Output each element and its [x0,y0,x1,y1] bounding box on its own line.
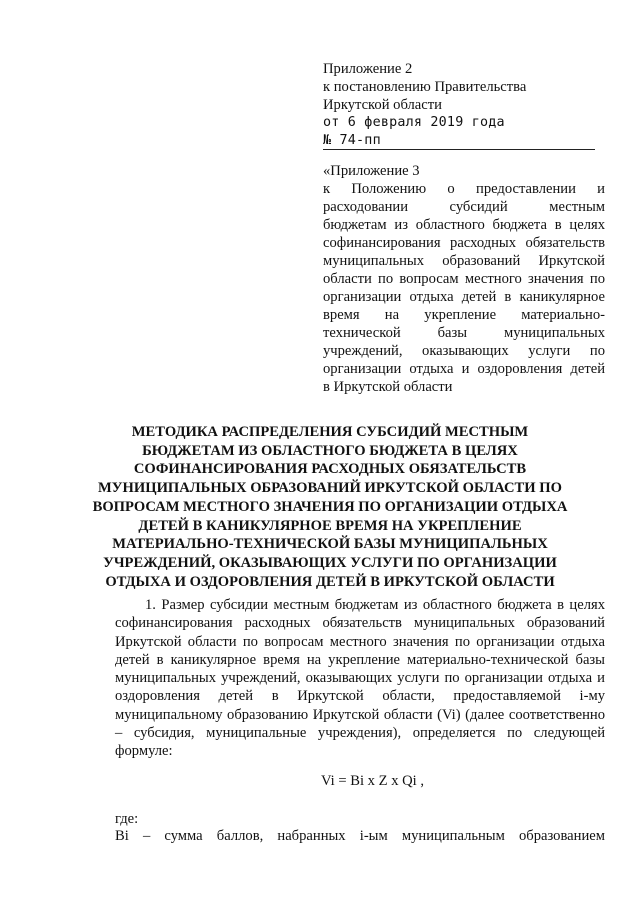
title-line: МУНИЦИПАЛЬНЫХ ОБРАЗОВАНИЙ ИРКУТСКОЙ ОБЛАСТИ ПО [98,480,562,497]
appendix-line: софинансирования расходных обязательств [323,235,605,251]
approval-number: № 74-пп [323,133,381,148]
approval-line-2: к постановлению Правительства [323,79,527,95]
appendix-line: в Иркутской области [323,379,453,395]
paragraph-line: 1. Размер субсидии местным бюджетам из областного бюджета в целях [145,597,605,613]
appendix-line: организации отдыха детей в каникулярное [323,289,605,305]
where-label: где: [115,811,139,827]
paragraph-line: софинансирования расходных обязательств муниципальных образований [115,615,605,632]
title-line: БЮДЖЕТАМ ИЗ ОБЛАСТНОГО БЮДЖЕТА В ЦЕЛЯХ [142,442,518,459]
title-line: МЕТОДИКА РАСПРЕДЕЛЕНИЯ СУБСИДИЙ МЕСТНЫМ [131,424,529,440]
approval-line-1: Приложение 2 [323,61,413,77]
paragraph-line: оздоровления детей в Иркутской области, предоставляемой i-му [115,688,605,705]
paragraph-line: Иркутской области по вопросам местного значения по организации отдыха [115,633,605,650]
appendix-line: бюджетам из областного бюджета в целях [323,217,605,233]
approval-date: от 6 февраля 2019 года [323,115,505,130]
document-title [60,423,600,591]
title-line: МАТЕРИАЛЬНО-ТЕХНИЧЕСКОЙ БАЗЫ МУНИЦИПАЛЬНЫХ [112,536,548,553]
paragraph-1 [115,596,605,761]
paragraph-line: формуле: [115,743,173,760]
appendix-line: время на укрепление материально- [323,307,605,323]
appendix-line: муниципальных образований Иркутской [323,253,605,269]
approval-line-3: Иркутской области [323,97,442,113]
appendix-line: учреждений, оказывающих услуги по [323,343,605,359]
title-line: СОФИНАНСИРОВАНИЯ РАСХОДНЫХ ОБЯЗАТЕЛЬСТВ [133,461,527,478]
title-line: ВОПРОСАМ МЕСТНОГО ЗНАЧЕНИЯ ПО ОРГАНИЗАЦИИ ОТДЫХА [92,498,568,515]
approval-block [323,60,595,150]
paragraph-line: детей в каникулярное время на укрепление материально-технической базы [115,651,605,668]
definition-b: Bi – сумма баллов, набранных i-ым муниципальным образованием [115,828,605,844]
formula: Vi = Bi x Z x Qi , [321,773,425,789]
appendix-line: организации отдыха и оздоровления детей [323,361,605,377]
paragraph-line: муниципальному образованию Иркутской области (Vi) (далее соответственно [115,706,605,723]
appendix-line: к Положению о предоставлении и [323,181,605,197]
appendix-block [323,162,605,396]
appendix-line: области по вопросам местного значения по [323,271,605,287]
title-line: ОТДЫХА И ОЗДОРОВЛЕНИЯ ДЕТЕЙ В ИРКУТСКОЙ ОБЛАСТИ [105,573,555,590]
paragraph-line: – субсидия, муниципальные учреждения), определяется по следующей [115,725,605,742]
paragraph-line: муниципальных учреждений, оказывающих услуги по организации отдыха и [115,670,605,687]
title-line: УЧРЕЖДЕНИЙ, ОКАЗЫВАЮЩИХ УСЛУГИ ПО ОРГАНИЗАЦИИ [103,554,557,571]
title-line: ДЕТЕЙ В КАНИКУЛЯРНОЕ ВРЕМЯ НА УКРЕПЛЕНИЕ [138,517,522,534]
appendix-line: расходовании субсидий местным [323,199,605,215]
appendix-line: технической базы муниципальных [323,325,605,341]
approval-underline [323,149,595,150]
appendix-line: «Приложение 3 [323,163,420,179]
